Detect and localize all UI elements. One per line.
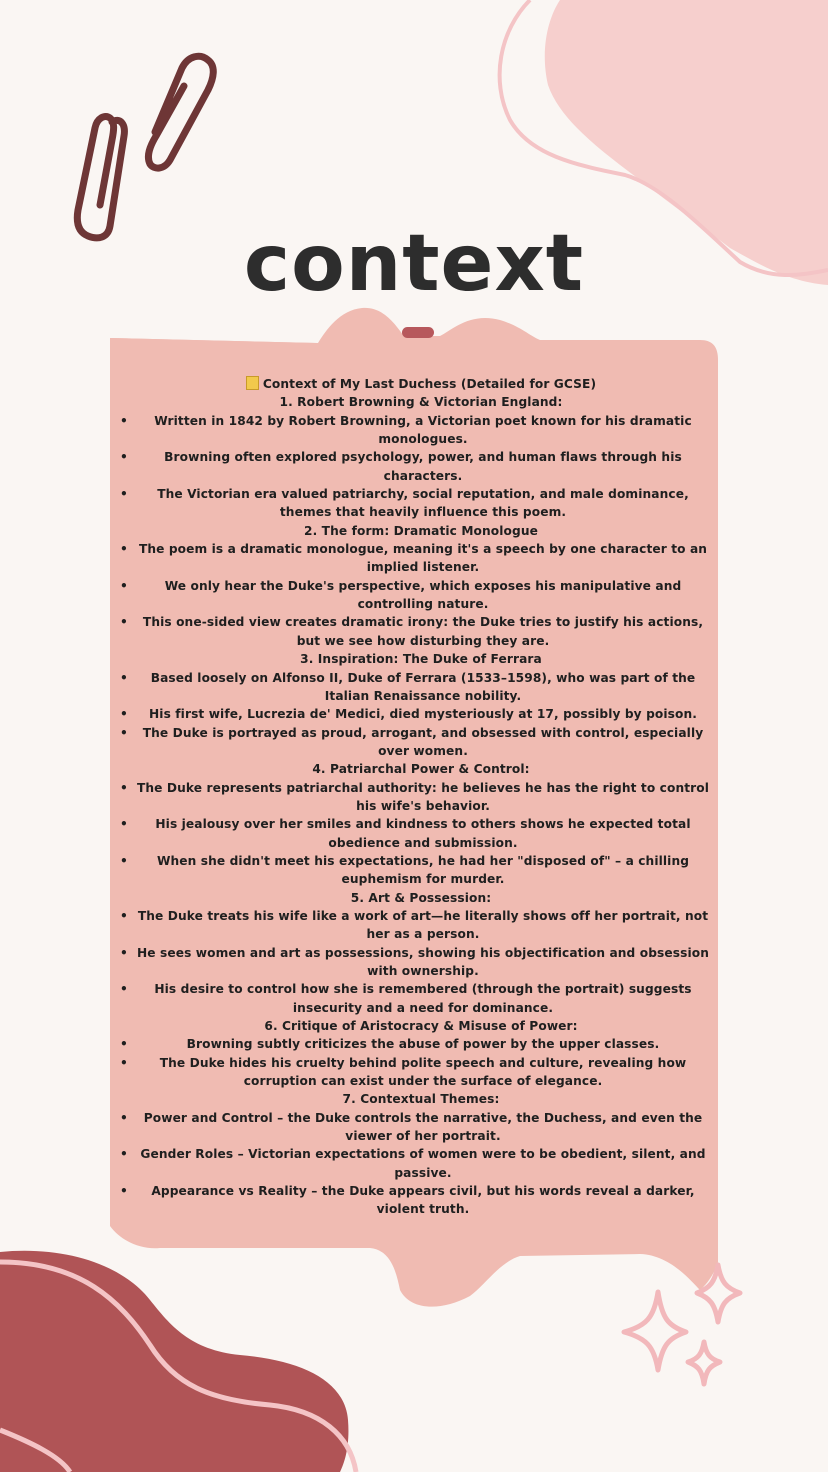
section-heading: 6. Critique of Aristocracy & Misuse of Power: bbox=[264, 1019, 578, 1034]
bullet-list bbox=[120, 412, 722, 522]
paperclip-icon-2 bbox=[148, 56, 213, 168]
section-heading: 7. Contextual Themes: bbox=[342, 1092, 500, 1107]
paperclip-icon bbox=[77, 116, 124, 237]
bullet-list bbox=[120, 907, 722, 1017]
list-item: • This one-sided view creates dramatic irony: the Duke tries to justify his actions, but we see how disturbing they are. bbox=[120, 613, 722, 650]
note-tab bbox=[402, 327, 434, 338]
bullet-list bbox=[120, 779, 722, 889]
red-blob-bottom-left bbox=[0, 1251, 348, 1472]
notes-heading: Context of My Last Duchess (Detailed for GCSE) bbox=[262, 377, 597, 391]
list-item: • His jealousy over her smiles and kindness to others shows he expected total obedience and submission. bbox=[120, 815, 722, 852]
list-item: • Written in 1842 by Robert Browning, a Victorian poet known for his dramatic monologues. bbox=[120, 412, 722, 449]
section-heading: 1. Robert Browning & Victorian England: bbox=[279, 395, 563, 410]
list-item: • The Duke hides his cruelty behind polite speech and culture, revealing how corruption can exist under the surface of elegance. bbox=[120, 1054, 722, 1091]
memo-icon bbox=[246, 376, 259, 390]
list-item: • Power and Control – the Duke controls the narrative, the Duchess, and even the viewer of her portrait. bbox=[120, 1109, 722, 1146]
bullet-list bbox=[120, 1035, 722, 1090]
list-item: • Browning often explored psychology, power, and human flaws through his characters. bbox=[120, 448, 722, 485]
section-heading: 4. Patriarchal Power & Control: bbox=[312, 762, 530, 777]
bullet-list bbox=[120, 540, 722, 650]
list-item: • When she didn't meet his expectations, he had her "disposed of" – a chilling euphemism for murder. bbox=[120, 852, 722, 889]
list-item: • We only hear the Duke's perspective, which exposes his manipulative and controlling nature. bbox=[120, 577, 722, 614]
list-item: • The Duke represents patriarchal authority: he believes he has the right to control his wife's behavior. bbox=[120, 779, 722, 816]
list-item: • The Duke treats his wife like a work of art—he literally shows off her portrait, not her as a person. bbox=[120, 907, 722, 944]
section-heading: 3. Inspiration: The Duke of Ferrara bbox=[300, 652, 542, 667]
sparkle-icon bbox=[624, 1265, 740, 1384]
list-item: • Appearance vs Reality – the Duke appears civil, but his words reveal a darker, violent truth. bbox=[120, 1182, 722, 1219]
list-item: • Gender Roles – Victorian expectations of women were to be obedient, silent, and passive. bbox=[120, 1145, 722, 1182]
list-item: • He sees women and art as possessions, showing his objectification and obsession with ownership. bbox=[120, 944, 722, 981]
notes-heading-line bbox=[120, 375, 722, 393]
list-item: • The Duke is portrayed as proud, arrogant, and obsessed with control, especially over women. bbox=[120, 724, 722, 761]
list-item: • The poem is a dramatic monologue, meaning it's a speech by one character to an implied listener. bbox=[120, 540, 722, 577]
section-heading: 5. Art & Possession: bbox=[350, 890, 492, 905]
list-item: • Browning subtly criticizes the abuse of power by the upper classes. bbox=[120, 1035, 722, 1053]
section-heading: 2. The form: Dramatic Monologue bbox=[304, 523, 538, 538]
list-item: • Based loosely on Alfonso II, Duke of Ferrara (1533–1598), who was part of the Italian Renaissance nobility. bbox=[120, 669, 722, 706]
list-item: • His desire to control how she is remembered (through the portrait) suggests insecurity and a need for dominance. bbox=[120, 980, 722, 1017]
list-item: • His first wife, Lucrezia de' Medici, died mysteriously at 17, possibly by poison. bbox=[120, 705, 722, 723]
bullet-list bbox=[120, 669, 722, 761]
list-item: • The Victorian era valued patriarchy, social reputation, and male dominance, themes that heavily influence this poem. bbox=[120, 485, 722, 522]
page-title: context bbox=[243, 219, 585, 309]
notes-body bbox=[120, 375, 722, 1219]
bullet-list bbox=[120, 1109, 722, 1219]
